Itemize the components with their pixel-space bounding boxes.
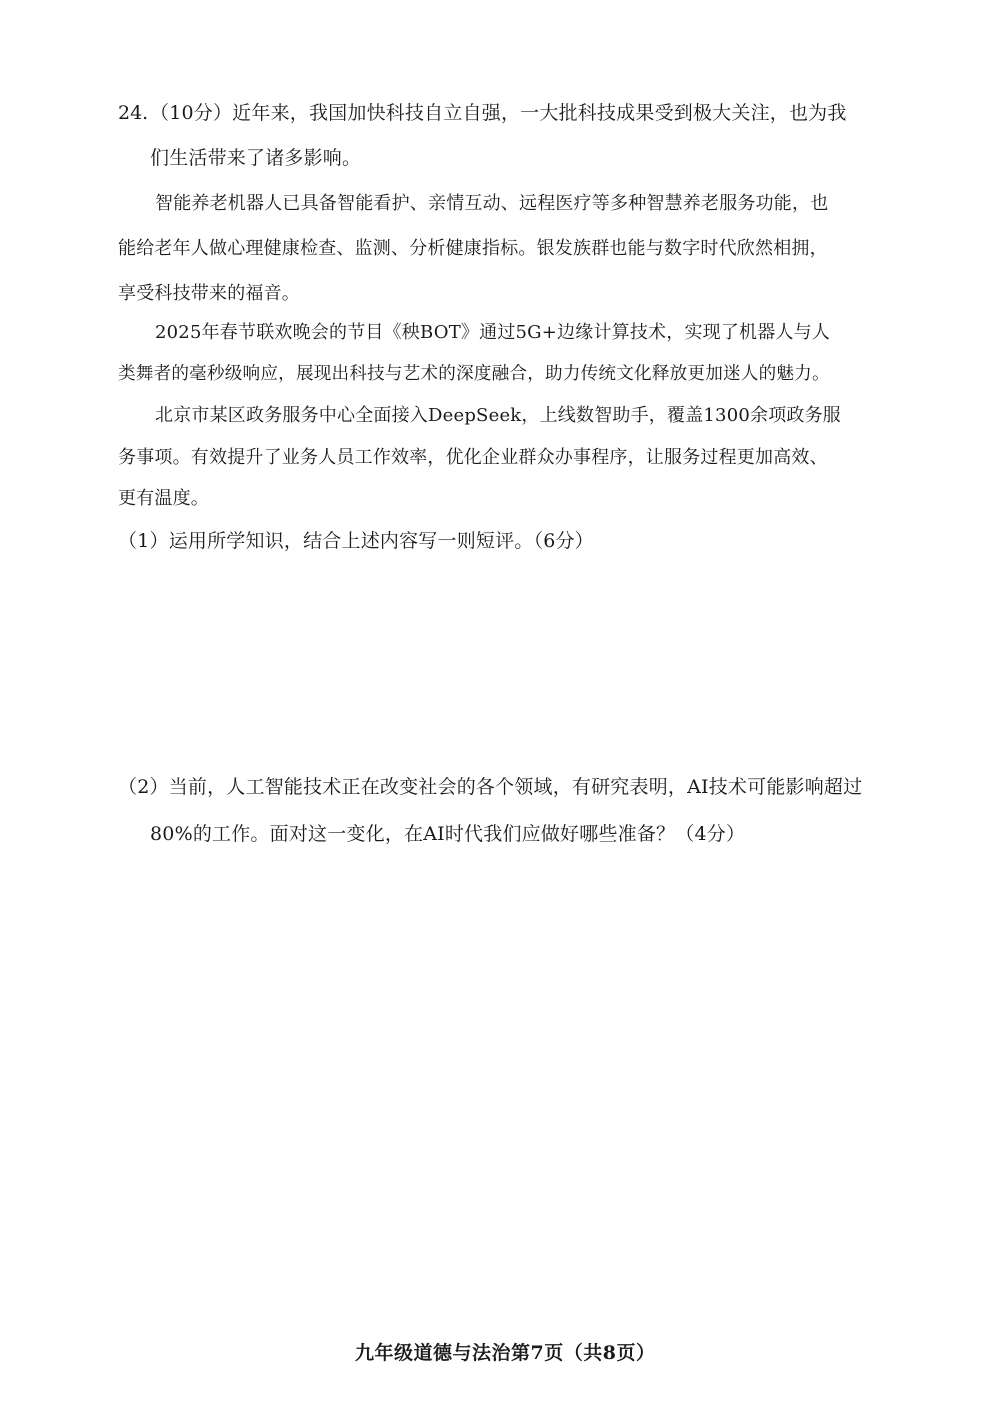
question-stem-line-1: （10分）近年来，我国加快科技自立自强，一大批科技成果受到极大关注，也为我 bbox=[150, 102, 847, 124]
material-3-line-2: 务事项。有效提升了业务人员工作效率，优化企业群众办事程序，让服务过程更加高效、 bbox=[118, 447, 828, 468]
page-footer: 九年级道德与法治第7页（共8页） bbox=[355, 1342, 656, 1364]
material-1-line-3: 享受科技带来的福音。 bbox=[118, 283, 300, 304]
material-3-line-3: 更有温度。 bbox=[118, 488, 209, 509]
question-number: 24. bbox=[118, 102, 149, 124]
material-2-line-2: 类舞者的毫秒级响应，展现出科技与艺术的深度融合，助力传统文化释放更加迷人的魅力。 bbox=[118, 364, 830, 384]
material-1-line-2: 能给老年人做心理健康检查、监测、分析健康指标。银发族群也能与数字时代欣然相拥， bbox=[118, 238, 828, 259]
material-3-line-1: 北京市某区政务服务中心全面接入DeepSeek，上线数智助手，覆盖1300余项政务服 bbox=[155, 405, 842, 426]
sub-question-2-line-1: （2）当前，人工智能技术正在改变社会的各个领域，有研究表明，AI技术可能影响超过 bbox=[118, 776, 863, 798]
sub-question-2-line-2: 80%的工作。面对这一变化，在AI时代我们应做好哪些准备？（4分） bbox=[150, 823, 746, 845]
material-1-line-1: 智能养老机器人已具备智能看护、亲情互动、远程医疗等多种智慧养老服务功能，也 bbox=[155, 193, 829, 214]
material-2-line-1: 2025年春节联欢晚会的节目《秧BOT》通过5G+边缘计算技术，实现了机器人与人 bbox=[155, 322, 831, 343]
sub-question-1: （1）运用所学知识，结合上述内容写一则短评。（6分） bbox=[118, 530, 594, 552]
question-stem-line-2: 们生活带来了诸多影响。 bbox=[150, 147, 362, 169]
